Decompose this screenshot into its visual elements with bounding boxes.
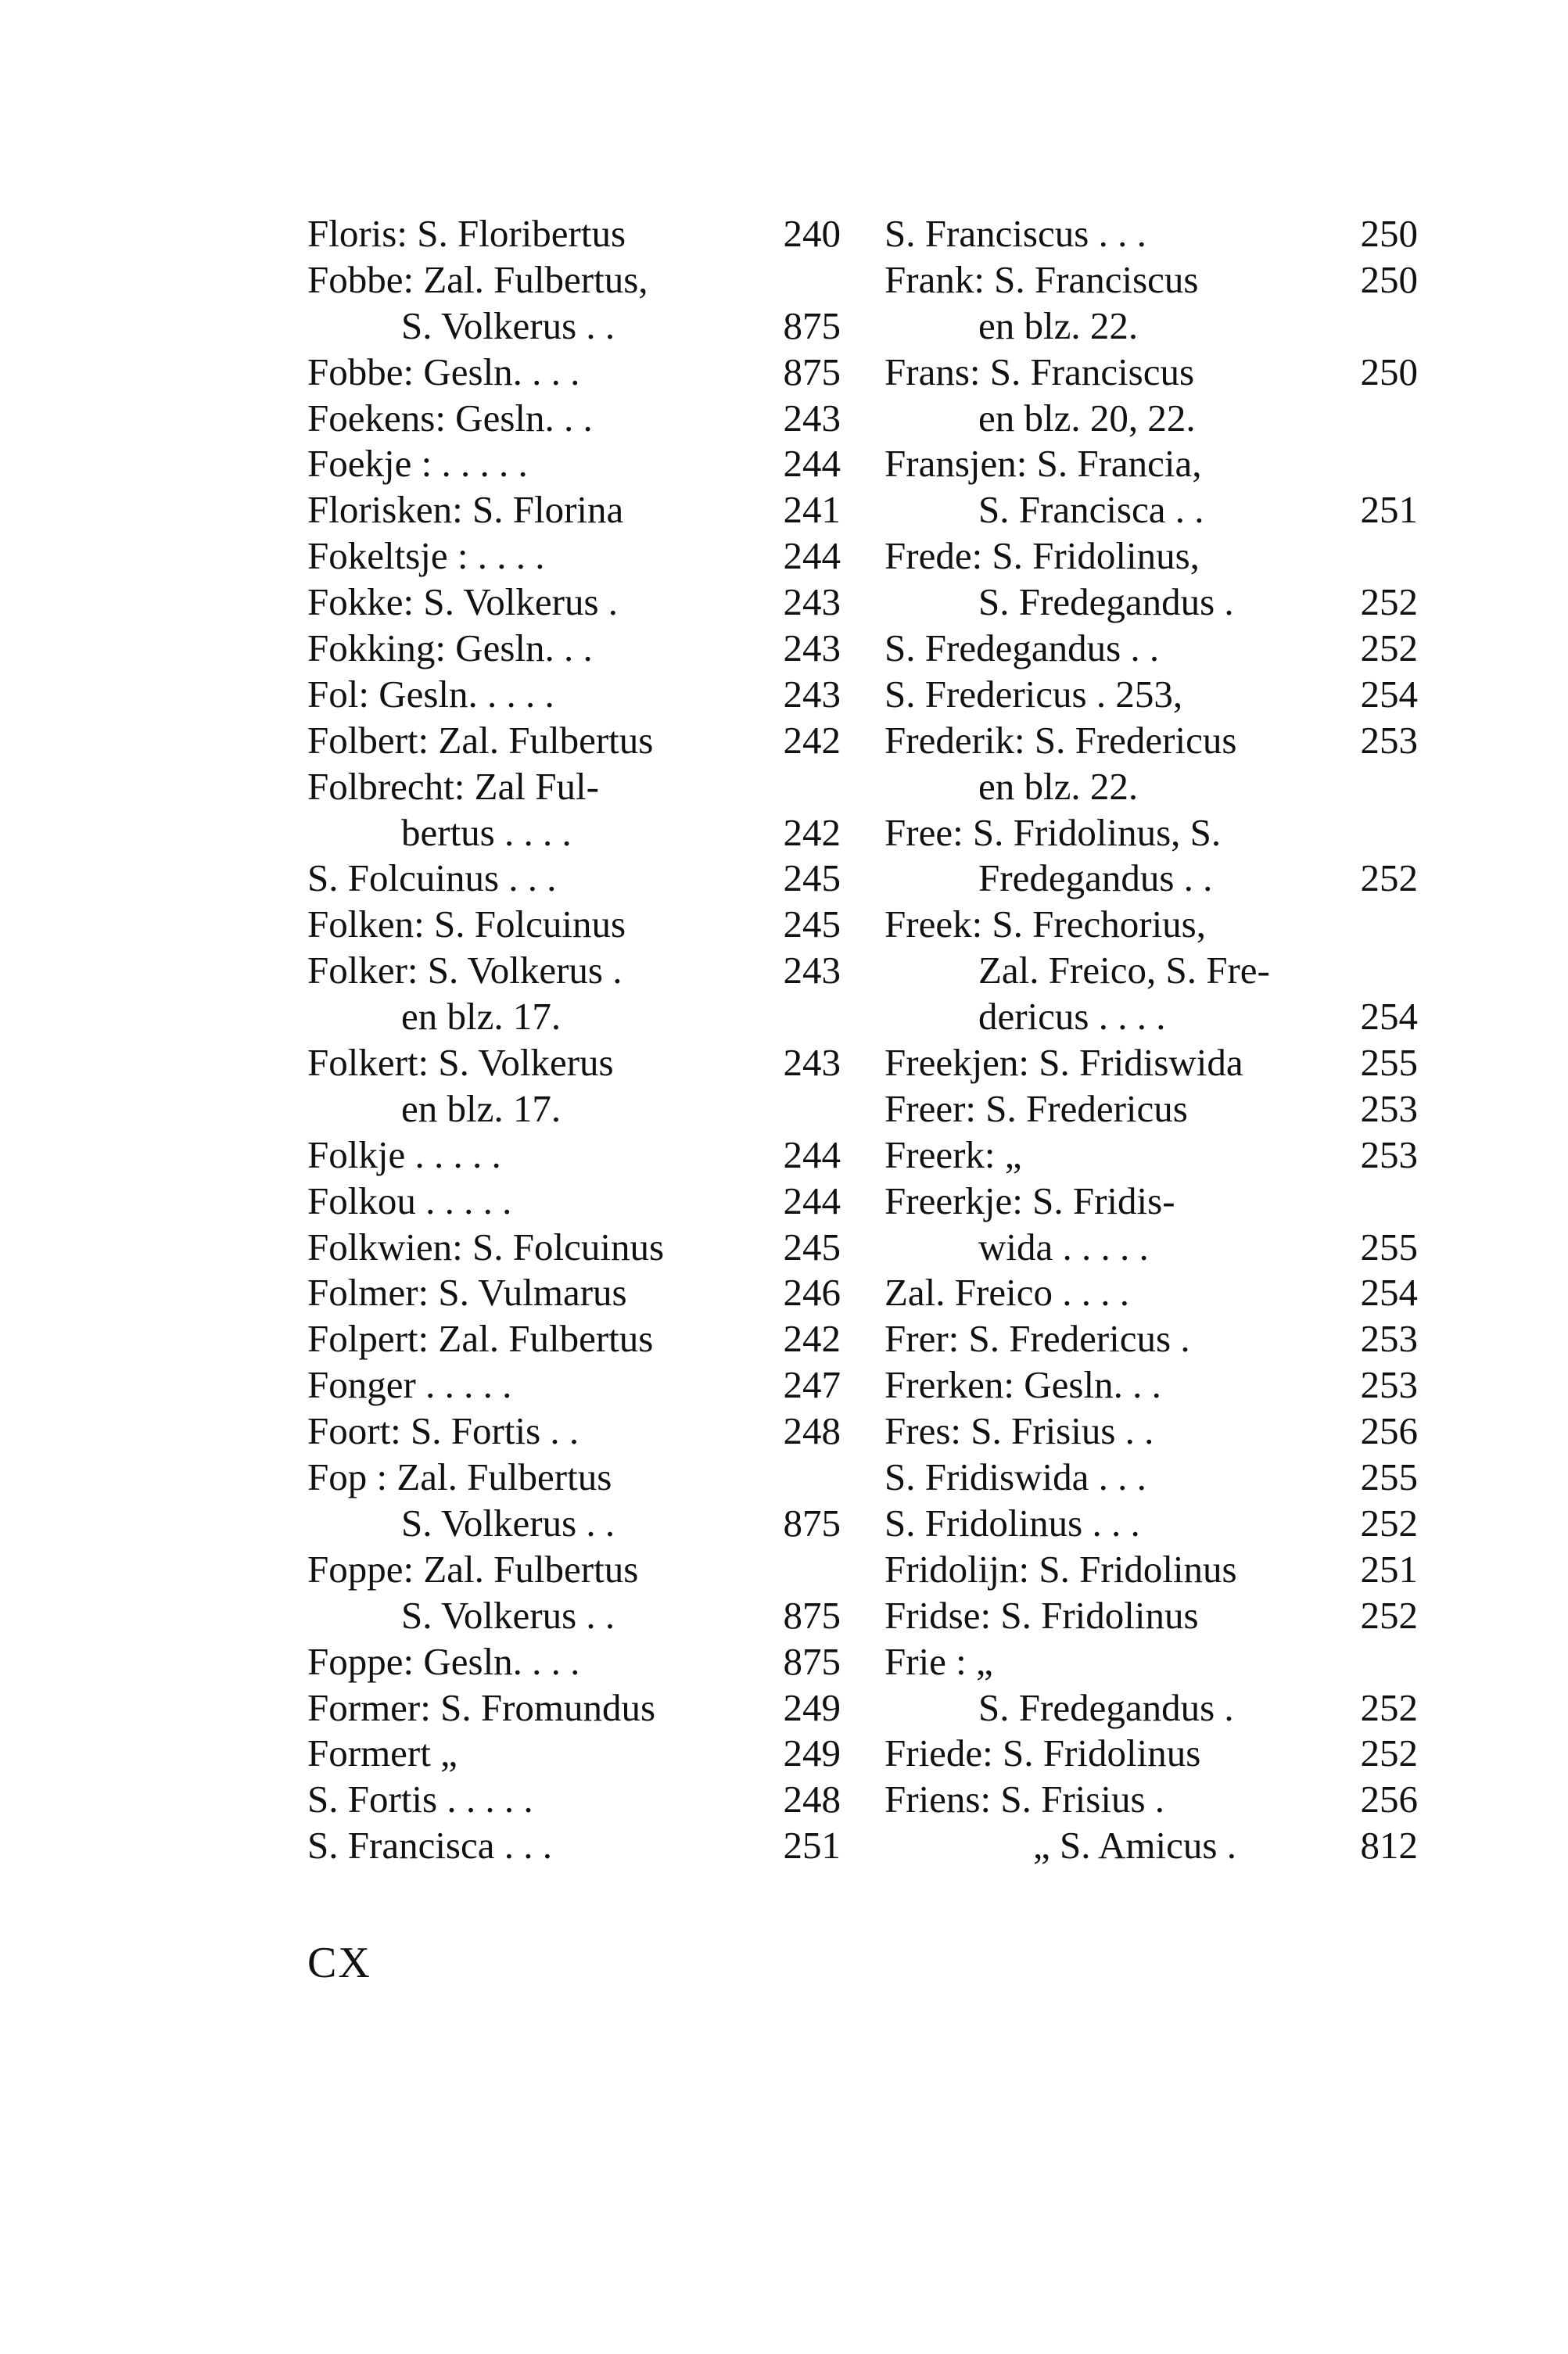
entry-page-number: 242 xyxy=(783,718,841,762)
index-entry xyxy=(884,1086,1418,1132)
index-entry xyxy=(307,1132,841,1179)
index-entry xyxy=(307,1501,841,1547)
index-entry xyxy=(884,626,1418,672)
entry-page-number: 243 xyxy=(783,1041,841,1085)
index-entry xyxy=(884,1132,1418,1179)
index-entry xyxy=(884,1777,1418,1823)
index-entry xyxy=(307,948,841,994)
index-entry xyxy=(307,1408,841,1455)
entry-label: dericus . . . . xyxy=(978,995,1166,1039)
entry-label: Folkje . . . . . xyxy=(307,1132,501,1176)
index-entry xyxy=(307,764,841,810)
index-entry xyxy=(884,718,1418,764)
entry-label: Folbrecht: Zal Ful- xyxy=(307,764,599,808)
entry-page-number: 242 xyxy=(783,810,841,854)
index-entry xyxy=(307,211,841,257)
entry-page-number: 247 xyxy=(783,1363,841,1407)
entry-page-number: 251 xyxy=(1360,488,1418,532)
entry-label: Fol: Gesln. . . . . xyxy=(307,672,554,716)
entry-page-number: 875 xyxy=(783,1639,841,1683)
entry-label: Folker: S. Volkerus . xyxy=(307,949,623,992)
entry-label: Fop : Zal. Fulbertus xyxy=(307,1455,612,1499)
entry-label: Frer: S. Fredericus . xyxy=(884,1317,1190,1361)
entry-label: S. Francisca . . . xyxy=(307,1824,552,1868)
index-entry xyxy=(307,1316,841,1362)
index-entry xyxy=(307,580,841,626)
index-entry xyxy=(884,994,1418,1040)
index-entry xyxy=(307,672,841,718)
entry-page-number: 242 xyxy=(783,1317,841,1361)
entry-page-number: 246 xyxy=(783,1271,841,1315)
entry-page-number: 252 xyxy=(1360,1593,1418,1637)
entry-page-number: 254 xyxy=(1360,672,1418,716)
entry-page-number: 243 xyxy=(783,580,841,624)
entry-page-number: 253 xyxy=(1360,1363,1418,1407)
entry-label: S. Volkerus . . xyxy=(401,1501,615,1545)
entry-page-number: 243 xyxy=(783,396,841,440)
entry-page-number: 244 xyxy=(783,534,841,578)
index-entry xyxy=(307,1593,841,1639)
index-entry xyxy=(307,1362,841,1408)
entry-label: Frans: S. Franciscus xyxy=(884,350,1195,393)
entry-label: wida . . . . . xyxy=(978,1225,1149,1269)
entry-label: Foekens: Gesln. . . xyxy=(307,396,593,440)
entry-page-number: 245 xyxy=(783,856,841,900)
entry-label: Fridolijn: S. Fridolinus xyxy=(884,1547,1237,1591)
index-column-left xyxy=(307,211,841,1869)
entry-page-number: 253 xyxy=(1360,1132,1418,1176)
entry-page-number: 250 xyxy=(1360,257,1418,301)
entry-label: Freerk: „ xyxy=(884,1132,1022,1176)
entry-label: Fokke: S. Volkerus . xyxy=(307,580,619,624)
entry-page-number: 812 xyxy=(1360,1824,1418,1868)
entry-label: bertus . . . . xyxy=(401,810,572,854)
entry-label: en blz. 22. xyxy=(978,303,1139,347)
index-entry xyxy=(884,487,1418,533)
entry-label: Friens: S. Frisius . xyxy=(884,1778,1165,1821)
entry-page-number: 244 xyxy=(783,1132,841,1176)
entry-label: Frie : „ xyxy=(884,1639,993,1683)
entry-page-number: 875 xyxy=(783,350,841,393)
index-entry xyxy=(884,902,1418,948)
entry-label: S. Folcuinus . . . xyxy=(307,856,557,900)
entry-label: Formert „ xyxy=(307,1731,457,1775)
index-entry xyxy=(884,810,1418,856)
index-entry xyxy=(884,948,1418,994)
entry-page-number: 243 xyxy=(783,949,841,992)
index-entry xyxy=(307,303,841,350)
index-entry xyxy=(307,810,841,856)
entry-page-number: 253 xyxy=(1360,1317,1418,1361)
entry-label: Freer: S. Fredericus xyxy=(884,1086,1188,1130)
index-entry xyxy=(307,350,841,396)
entry-label: Frederik: S. Fredericus xyxy=(884,718,1237,762)
entry-page-number: 250 xyxy=(1360,212,1418,255)
index-entry xyxy=(884,1316,1418,1362)
index-entry xyxy=(884,1685,1418,1731)
index-entry xyxy=(884,856,1418,902)
entry-page-number: 255 xyxy=(1360,1041,1418,1085)
entry-label: Zal. Freico, S. Fre- xyxy=(978,949,1270,992)
index-entry xyxy=(307,1455,841,1501)
index-entry xyxy=(307,856,841,902)
entry-label: Frerken: Gesln. . . xyxy=(884,1363,1161,1407)
entry-page-number: 244 xyxy=(783,1179,841,1222)
entry-page-number: 252 xyxy=(1360,1501,1418,1545)
index-entry xyxy=(884,1823,1418,1869)
entry-label: en blz. 17. xyxy=(401,995,562,1039)
entry-label: Fokeltsje : . . . . xyxy=(307,534,545,578)
entry-page-number: 250 xyxy=(1360,350,1418,393)
entry-label: Zal. Freico . . . . xyxy=(884,1271,1129,1315)
entry-page-number: 256 xyxy=(1360,1409,1418,1453)
index-entry xyxy=(884,1639,1418,1685)
entry-page-number: 252 xyxy=(1360,856,1418,900)
index-entry xyxy=(884,303,1418,350)
index-entry xyxy=(884,1362,1418,1408)
index-entry xyxy=(884,764,1418,810)
index-entry xyxy=(884,396,1418,442)
index-entry xyxy=(307,1179,841,1225)
entry-label: Frede: S. Fridolinus, xyxy=(884,534,1200,578)
entry-page-number: 252 xyxy=(1360,1731,1418,1775)
entry-page-number: 249 xyxy=(783,1685,841,1729)
index-entry xyxy=(884,1179,1418,1225)
entry-page-number: 244 xyxy=(783,442,841,486)
index-entry xyxy=(884,672,1418,718)
entry-label: S. Francisca . . xyxy=(978,488,1204,532)
entry-label: S. Fridiswida . . . xyxy=(884,1455,1146,1499)
entry-label: Folkert: S. Volkerus xyxy=(307,1041,614,1085)
entry-label: S. Fredericus . 253, xyxy=(884,672,1183,716)
index-entry xyxy=(307,1823,841,1869)
entry-label: Frank: S. Franciscus xyxy=(884,257,1199,301)
entry-page-number: 253 xyxy=(1360,1086,1418,1130)
index-entry xyxy=(884,1270,1418,1316)
index-entry xyxy=(307,994,841,1040)
entry-label: Friede: S. Fridolinus xyxy=(884,1731,1201,1775)
entry-label: Folbert: Zal. Fulbertus xyxy=(307,718,654,762)
entry-label: Fobbe: Zal. Fulbertus, xyxy=(307,257,648,301)
index-entry xyxy=(307,1086,841,1132)
entry-page-number: 254 xyxy=(1360,1271,1418,1315)
index-entry xyxy=(307,1639,841,1685)
index-entry xyxy=(307,902,841,948)
index-entry xyxy=(884,1040,1418,1086)
entry-label: Fokking: Gesln. . . xyxy=(307,626,593,670)
entry-label: S. Volkerus . . xyxy=(401,1593,615,1637)
index-entry xyxy=(307,1731,841,1777)
entry-page-number: 256 xyxy=(1360,1778,1418,1821)
index-entry xyxy=(884,1731,1418,1777)
entry-label: S. Fredegandus . . xyxy=(884,626,1160,670)
entry-label: S. Franciscus . . . xyxy=(884,212,1146,255)
entry-page-number: 245 xyxy=(783,902,841,946)
index-entry xyxy=(884,580,1418,626)
entry-page-number: 875 xyxy=(783,1593,841,1637)
index-entry xyxy=(307,1225,841,1271)
entry-label: S. Fredegandus . xyxy=(978,580,1234,624)
entry-page-number: 245 xyxy=(783,1225,841,1269)
entry-page-number: 252 xyxy=(1360,626,1418,670)
index-entry xyxy=(307,626,841,672)
entry-label: en blz. 20, 22. xyxy=(978,396,1196,440)
entry-label: S. Fredegandus . xyxy=(978,1685,1234,1729)
entry-page-number: 254 xyxy=(1360,995,1418,1039)
entry-label: Floris: S. Floribertus xyxy=(307,212,626,255)
index-entry xyxy=(307,396,841,442)
index-entry xyxy=(884,533,1418,580)
index-entry xyxy=(884,1593,1418,1639)
index-entry xyxy=(884,1547,1418,1593)
entry-label: en blz. 17. xyxy=(401,1086,562,1130)
entry-label: Fridse: S. Fridolinus xyxy=(884,1593,1199,1637)
entry-label: Foppe: Zal. Fulbertus xyxy=(307,1547,639,1591)
index-entry xyxy=(884,1501,1418,1547)
entry-page-number: 875 xyxy=(783,1501,841,1545)
entry-page-number: 248 xyxy=(783,1778,841,1821)
entry-label: Fres: S. Frisius . . xyxy=(884,1409,1154,1453)
entry-page-number: 241 xyxy=(783,488,841,532)
entry-label: Fobbe: Gesln. . . . xyxy=(307,350,580,393)
entry-label: Fredegandus . . xyxy=(978,856,1213,900)
entry-label: Folkou . . . . . xyxy=(307,1179,512,1222)
index-entry xyxy=(307,718,841,764)
entry-label: S. Fortis . . . . . xyxy=(307,1778,533,1821)
index-entry xyxy=(884,1455,1418,1501)
index-entry xyxy=(884,441,1418,487)
index-entry xyxy=(884,211,1418,257)
entry-label: Freerkje: S. Fridis- xyxy=(884,1179,1175,1222)
page-folio: CX xyxy=(307,1939,371,1987)
index-column-right xyxy=(884,211,1418,1869)
entry-label: Freekjen: S. Fridiswida xyxy=(884,1041,1243,1085)
index-entry xyxy=(307,533,841,580)
entry-page-number: 252 xyxy=(1360,1685,1418,1729)
entry-label: „ S. Amicus . xyxy=(1033,1824,1236,1868)
entry-page-number: 253 xyxy=(1360,718,1418,762)
entry-label: Foekje : . . . . . xyxy=(307,442,528,486)
entry-label: Free: S. Fridolinus, S. xyxy=(884,810,1222,854)
entry-label: Fonger . . . . . xyxy=(307,1363,512,1407)
entry-page-number: 255 xyxy=(1360,1455,1418,1499)
entry-label: Folkwien: S. Folcuinus xyxy=(307,1225,665,1269)
entry-page-number: 875 xyxy=(783,303,841,347)
entry-page-number: 252 xyxy=(1360,580,1418,624)
entry-label: S. Fridolinus . . . xyxy=(884,1501,1140,1545)
index-entry xyxy=(884,350,1418,396)
entry-label: Foppe: Gesln. . . . xyxy=(307,1639,580,1683)
entry-label: Freek: S. Frechorius, xyxy=(884,902,1206,946)
entry-page-number: 255 xyxy=(1360,1225,1418,1269)
entry-page-number: 249 xyxy=(783,1731,841,1775)
index-entry xyxy=(307,1270,841,1316)
entry-label: Former: S. Fromundus xyxy=(307,1685,656,1729)
index-entry xyxy=(307,1547,841,1593)
index-entry xyxy=(307,1040,841,1086)
index-entry xyxy=(884,257,1418,303)
entry-label: Folpert: Zal. Fulbertus xyxy=(307,1317,654,1361)
index-entry xyxy=(307,1685,841,1731)
entry-page-number: 251 xyxy=(783,1824,841,1868)
entry-page-number: 243 xyxy=(783,626,841,670)
entry-page-number: 243 xyxy=(783,672,841,716)
index-entry xyxy=(884,1408,1418,1455)
entry-label: Florisken: S. Florina xyxy=(307,488,624,532)
index-entry xyxy=(884,1225,1418,1271)
index-entry xyxy=(307,487,841,533)
index-entry xyxy=(307,257,841,303)
index-entry xyxy=(307,1777,841,1823)
index-entry xyxy=(307,441,841,487)
entry-page-number: 251 xyxy=(1360,1547,1418,1591)
entry-label: Foort: S. Fortis . . xyxy=(307,1409,579,1453)
entry-label: Folken: S. Folcuinus xyxy=(307,902,626,946)
entry-page-number: 248 xyxy=(783,1409,841,1453)
entry-page-number: 240 xyxy=(783,212,841,255)
entry-label: en blz. 22. xyxy=(978,764,1139,808)
entry-label: Fransjen: S. Francia, xyxy=(884,442,1202,486)
entry-label: S. Volkerus . . xyxy=(401,303,615,347)
entry-label: Folmer: S. Vulmarus xyxy=(307,1271,627,1315)
